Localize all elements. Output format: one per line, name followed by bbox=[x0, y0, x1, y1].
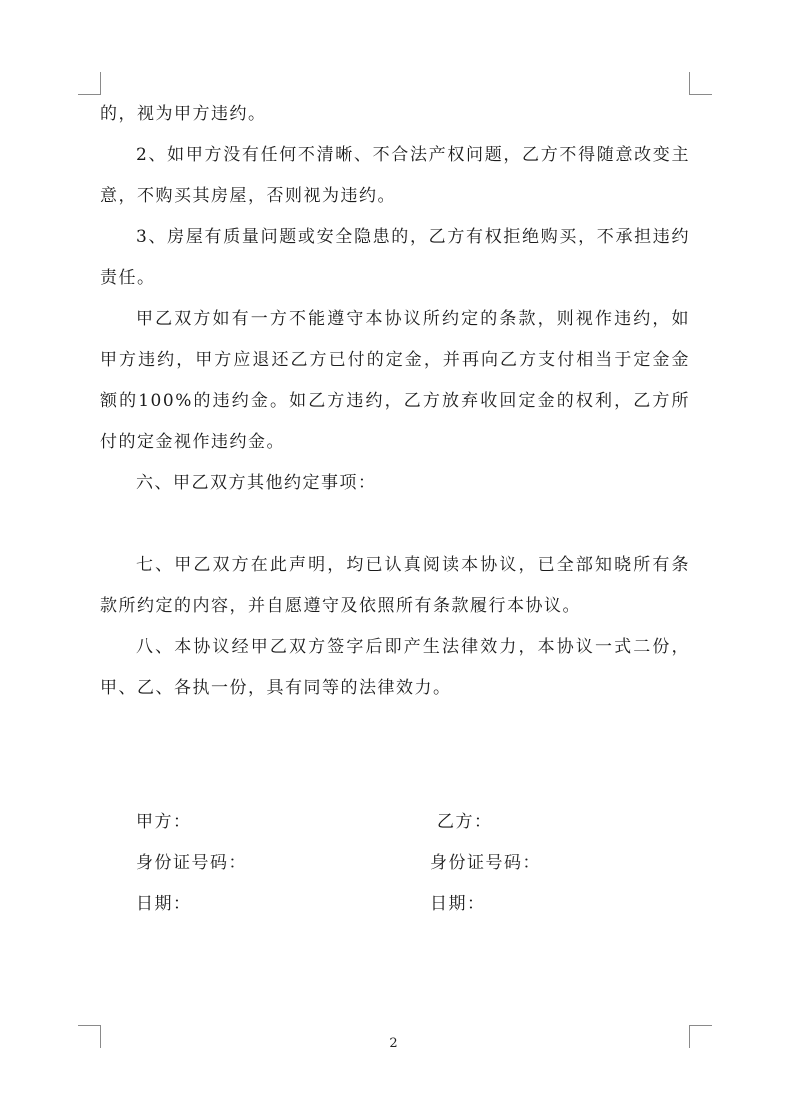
party-b-date-label: 日期： bbox=[430, 894, 486, 914]
party-b-id-label: 身份证号码： bbox=[430, 853, 541, 873]
signature-row-date bbox=[0, 884, 787, 925]
paragraph-section-7: 七、甲乙双方在此声明，均已认真阅读本协议，已全部知晓所有条款所约定的内容，并自愿遵守及依照所有条款履行本协议。 bbox=[100, 555, 690, 616]
party-a-label: 甲方： bbox=[136, 812, 192, 832]
page-number: 2 bbox=[389, 1036, 398, 1051]
party-a-id-label: 身份证号码： bbox=[136, 853, 247, 873]
paragraph-breach-terms: 甲乙双方如有一方不能遵守本协议所约定的条款，则视作违约，如甲方违约，甲方应退还乙方已付的定金，并再向乙方支付相当于定金金额的100%的违约金。如乙方违约，乙方放弃收回定金的权利，乙方所付的定金视作违约金。 bbox=[100, 309, 690, 452]
paragraph-section-8: 八、本协议经甲乙双方签字后即产生法律效力，本协议一式二份，甲、乙、各执一份，具有同等的法律效力。 bbox=[100, 637, 690, 698]
paragraph-clause-3: 3、房屋有质量问题或安全隐患的，乙方有权拒绝购买，不承担违约责任。 bbox=[100, 227, 690, 288]
crop-mark-top-right bbox=[689, 72, 712, 95]
paragraph-section-6: 六、甲乙双方其他约定事项： bbox=[136, 473, 377, 493]
party-a-date-label: 日期： bbox=[136, 894, 192, 914]
crop-mark-top-left bbox=[78, 72, 101, 95]
blank-line bbox=[100, 504, 690, 545]
paragraph-continuation: 的，视为甲方违约。 bbox=[100, 104, 267, 124]
body-text bbox=[100, 94, 690, 709]
paragraph-clause-2: 2、如甲方没有任何不清晰、不合法产权问题，乙方不得随意改变主意，不购买其房屋，否则视为违约。 bbox=[100, 145, 690, 206]
signature-row-id bbox=[0, 843, 787, 884]
signature-row-party bbox=[0, 802, 787, 843]
party-b-label: 乙方： bbox=[437, 812, 493, 832]
